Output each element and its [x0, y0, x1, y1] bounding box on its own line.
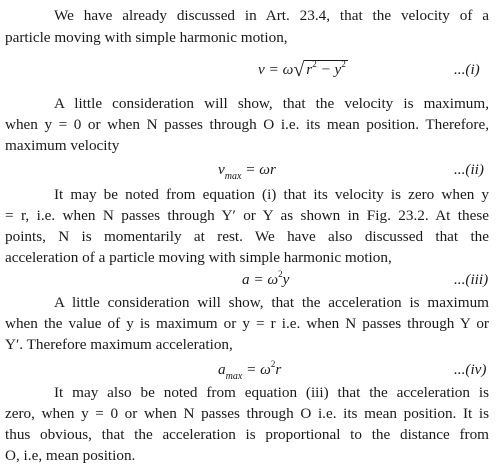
eq-exponent: 2: [270, 359, 276, 369]
equation-max-acceleration: [218, 358, 281, 382]
eq-rhs: r: [275, 361, 282, 378]
text-line: = r, i.e. when N passes through Y′ or Y as shown in Fig. 23.2. At these: [5, 207, 489, 224]
eq-lhs: a = ω: [242, 271, 279, 288]
equation-number: ...(i): [454, 61, 480, 78]
eq-rhs: = ωr: [241, 161, 276, 178]
equation-number: ...(iii): [454, 271, 489, 288]
text-line: points, N is momentarily at rest. We have also discussed that the: [5, 228, 489, 245]
text-line: when y = 0 or when N passes through O i.e. its mean position. Therefore,: [5, 116, 489, 133]
eq-subscript: max: [225, 371, 243, 382]
equation-acceleration: [242, 268, 289, 292]
eq-mid: = ω: [242, 361, 271, 378]
text-line: when the value of y is maximum or y = r i.e. when N passes through Y or: [5, 315, 489, 332]
equation-velocity: [258, 56, 348, 80]
text-line: A little consideration will show, that the acceleration is maximum: [54, 294, 489, 311]
eq-lhs: v = ω: [258, 61, 294, 78]
equation-number: ...(iv): [454, 361, 487, 378]
text-line: O, i.e, mean position.: [5, 447, 136, 464]
sqrt-icon: √: [293, 59, 305, 81]
eq-var: r: [306, 61, 313, 78]
text-line: zero, when y = 0 or when N passes through O i.e. its mean position. It is: [5, 405, 489, 422]
eq-exponent: 2: [312, 59, 317, 69]
text-line: We have already discussed in Art. 23.4, that the velocity of a: [54, 7, 489, 24]
eq-lhs: v: [218, 161, 225, 178]
text-line: maximum velocity: [5, 137, 120, 154]
eq-rhs: y: [282, 271, 290, 288]
text-line: Y′. Therefore maximum acceleration,: [5, 336, 233, 353]
text-line: acceleration of a particle moving with simple harmonic motion,: [5, 249, 392, 266]
text-line: particle moving with simple harmonic motion,: [5, 29, 288, 46]
text-line: It may also be noted from equation (iii) that the acceleration is: [54, 384, 489, 401]
eq-exponent: 2: [278, 269, 283, 279]
eq-radicand: [304, 60, 348, 80]
eq-exponent: 2: [341, 59, 346, 69]
text-line: thus obvious, that the acceleration is proportional to the distance from: [5, 426, 489, 443]
equation-max-velocity: [218, 158, 276, 182]
text-line: It may be noted from equation (i) that its velocity is zero when y: [54, 186, 489, 203]
eq-var: − y: [316, 61, 342, 78]
equation-number: ...(ii): [454, 161, 484, 178]
eq-subscript: max: [224, 171, 242, 182]
eq-lhs: a: [218, 361, 226, 378]
text-line: A little consideration will show, that the velocity is maximum,: [54, 95, 489, 112]
